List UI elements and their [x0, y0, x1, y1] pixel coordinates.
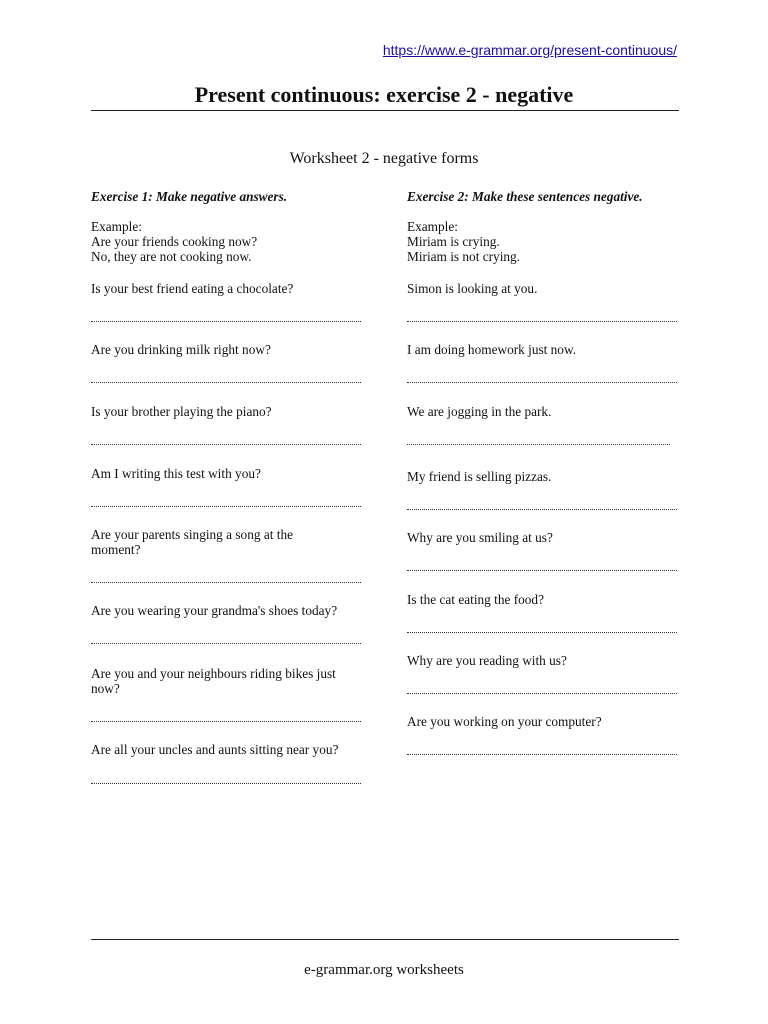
exercise-2-heading: Exercise 2: Make these sentences negative. [407, 189, 643, 204]
exercise-2-answer-line-8[interactable] [407, 754, 677, 755]
exercise-1-question-8: Are all your uncles and aunts sitting near you? [91, 742, 339, 757]
exercise-2-sentence-6: Is the cat eating the food? [407, 592, 544, 607]
exercise-2-sentence-8: Are you working on your computer? [407, 714, 602, 729]
exercise-2-sentence-5: Why are you smiling at us? [407, 530, 553, 545]
exercise-1-answer-line-7[interactable] [91, 721, 361, 722]
footer-text: e-grammar.org worksheets [304, 962, 464, 978]
exercise-2-sentence-3: We are jogging in the park. [407, 404, 552, 419]
exercise-1-question-3: Is your brother playing the piano? [91, 404, 272, 419]
exercise-1-answer-line-4[interactable] [91, 506, 361, 507]
exercise-1-question-7-cont: now? [91, 681, 120, 696]
exercise-1-heading: Exercise 1: Make negative answers. [91, 189, 288, 204]
page-title: Present continuous: exercise 2 - negative [194, 82, 574, 107]
exercise-2-column [407, 0, 682, 1024]
exercise-1-question-4: Am I writing this test with you? [91, 466, 261, 481]
exercise-1-answer-line-3[interactable] [91, 444, 361, 445]
exercise-2-sentence-4: My friend is selling pizzas. [407, 469, 552, 484]
exercise-2-answer-line-1[interactable] [407, 321, 677, 322]
exercise-1-question-7: Are you and your neighbours riding bikes just [91, 666, 336, 681]
exercise-2-answer-line-5[interactable] [407, 570, 677, 571]
exercise-2-example-sentence: Miriam is crying. [407, 234, 500, 249]
exercise-1-question-2: Are you drinking milk right now? [91, 342, 271, 357]
exercise-1-answer-line-5[interactable] [91, 582, 361, 583]
exercise-1-example-answer: No, they are not cooking now. [91, 249, 252, 264]
exercise-2-answer-line-3[interactable] [407, 444, 670, 445]
exercise-1-example-question: Are your friends cooking now? [91, 234, 258, 249]
exercise-1-answer-line-1[interactable] [91, 321, 361, 322]
source-url-link[interactable]: https://www.e-grammar.org/present-continuous/ [382, 42, 677, 58]
exercise-2-example-answer: Miriam is not crying. [407, 249, 521, 264]
exercise-1-column [91, 0, 366, 1024]
exercise-2-answer-line-2[interactable] [407, 382, 677, 383]
exercise-1-answer-line-6[interactable] [91, 643, 361, 644]
worksheet-subtitle: Worksheet 2 - negative forms [289, 150, 479, 167]
exercise-1-answer-line-2[interactable] [91, 382, 361, 383]
exercise-2-example-label: Example: [407, 219, 458, 234]
exercise-1-question-5: Are your parents singing a song at the [91, 527, 293, 542]
exercise-1-example-label: Example: [91, 219, 142, 234]
exercise-2-sentence-1: Simon is looking at you. [407, 281, 538, 296]
exercise-1-question-6: Are you wearing your grandma's shoes today? [91, 603, 338, 618]
exercise-1-answer-line-8[interactable] [91, 783, 361, 784]
exercise-2-sentence-7: Why are you reading with us? [407, 653, 567, 668]
footer-divider [91, 939, 679, 940]
exercise-1-question-5-cont: moment? [91, 542, 141, 557]
exercise-1-question-1: Is your best friend eating a chocolate? [91, 281, 294, 296]
exercise-2-answer-line-7[interactable] [407, 693, 677, 694]
exercise-2-answer-line-4[interactable] [407, 509, 677, 510]
exercise-2-answer-line-6[interactable] [407, 632, 677, 633]
exercise-2-sentence-2: I am doing homework just now. [407, 342, 577, 357]
